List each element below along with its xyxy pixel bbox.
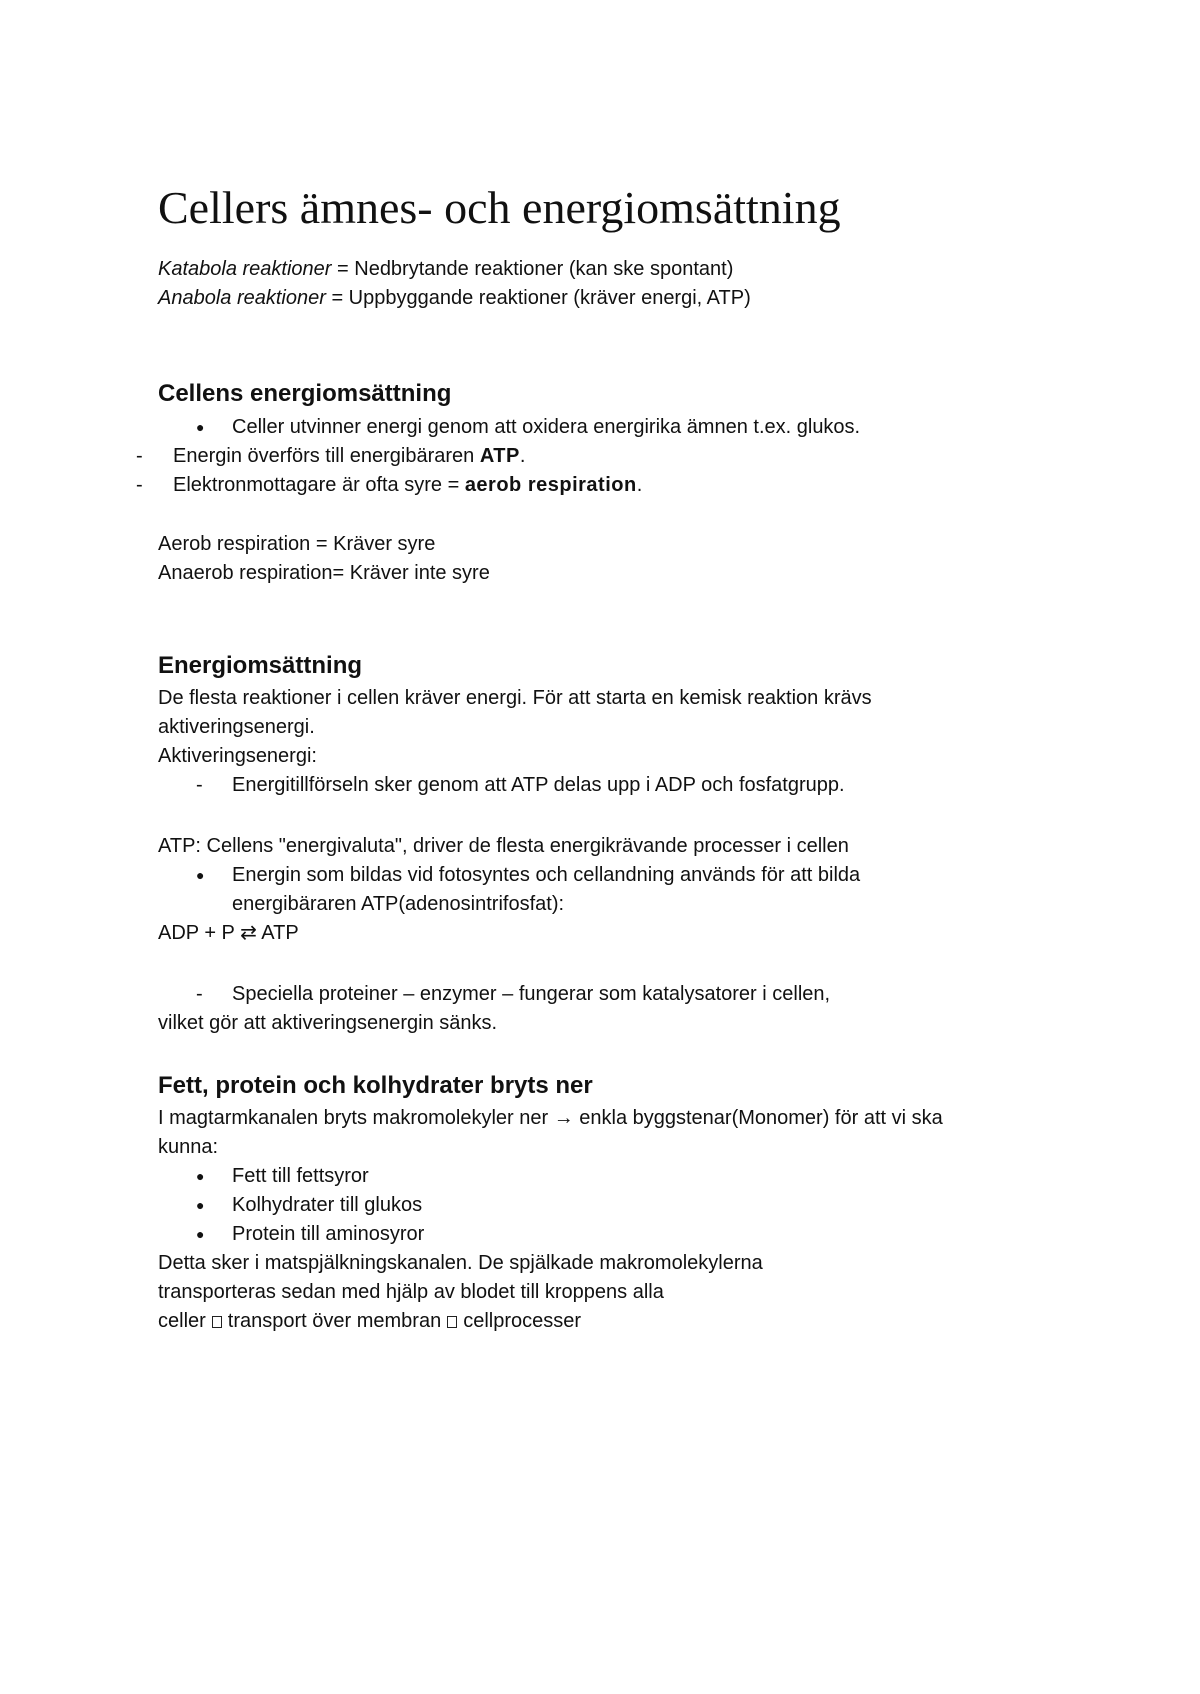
paragraph-atp: ATP: Cellens "energivaluta", driver de flesta energikrävande processer i cellen	[158, 835, 849, 857]
missing-glyph-icon	[212, 1316, 222, 1328]
heading-cellens-energiomsattning: Cellens energiomsättning	[158, 380, 452, 407]
bullet-icon: ●	[196, 867, 205, 883]
dash-icon: -	[136, 445, 143, 467]
paragraph-line	[158, 1307, 581, 1336]
term-anabola: Anabola reaktioner	[158, 287, 326, 309]
paragraph-line: Aktiveringsenergi:	[158, 745, 317, 767]
term-katabola: Katabola reaktioner	[158, 258, 332, 280]
list-item	[173, 471, 642, 500]
dash-icon: -	[196, 774, 203, 796]
text-span: cellprocesser	[463, 1310, 582, 1332]
list-item	[173, 442, 525, 471]
bold-term-aerob: aerob respiration	[464, 474, 637, 496]
document-title: Cellers ämnes- och energiomsättning	[158, 182, 841, 233]
paragraph-line: aktiveringsenergi.	[158, 716, 315, 738]
bullet-icon: ●	[196, 419, 205, 435]
heading-energiomsattning: Energiomsättning	[158, 652, 363, 679]
missing-glyph-icon	[447, 1316, 457, 1328]
text-span: celler	[158, 1310, 206, 1332]
bullet-icon: ●	[196, 1197, 205, 1213]
bullet-icon: ●	[196, 1226, 205, 1242]
definition-anabola	[158, 284, 751, 313]
list-item: Speciella proteiner – enzymer – fungerar som katalysatorer i cellen,	[232, 983, 831, 1005]
text-span: transport över membran	[227, 1310, 442, 1332]
bullet-icon: ●	[196, 1168, 205, 1184]
list-item-continuation: vilket gör att aktiveringsenergin sänks.	[158, 1012, 498, 1034]
paragraph-anaerob: Anaerob respiration= Kräver inte syre	[158, 562, 490, 584]
def-anabola: = Uppbyggande reaktioner (kräver energi, ATP)	[325, 287, 751, 309]
list-item: Energitillförseln sker genom att ATP delas upp i ADP och fosfatgrupp.	[232, 774, 845, 796]
paragraph-line: Detta sker i matspjälkningskanalen. De spjälkade makromolekylerna	[158, 1252, 763, 1274]
dash-icon: -	[136, 474, 143, 496]
list-item: Fett till fettsyror	[232, 1165, 369, 1187]
bold-term-atp: ATP	[479, 445, 520, 467]
list-item: Energin som bildas vid fotosyntes och cellandning används för att bilda	[232, 864, 861, 886]
paragraph-line: I magtarmkanalen bryts makromolekyler ner → enkla byggstenar(Monomer) för att vi ska	[158, 1107, 943, 1129]
equation: ADP + P ⇄ ATP	[158, 922, 299, 944]
text-span: Elektronmottagare är ofta syre =	[173, 474, 465, 496]
definition-katabola	[158, 255, 733, 284]
heading-fett-protein: Fett, protein och kolhydrater bryts ner	[158, 1072, 593, 1099]
def-katabola: = Nedbrytande reaktioner (kan ske spontant)	[331, 258, 734, 280]
list-item-continuation: energibäraren ATP(adenosintrifosfat):	[232, 893, 565, 915]
paragraph-aerob: Aerob respiration = Kräver syre	[158, 533, 436, 555]
paragraph-line: De flesta reaktioner i cellen kräver energi. För att starta en kemisk reaktion krävs	[158, 687, 872, 709]
text-span: .	[519, 445, 526, 467]
paragraph-line: kunna:	[158, 1136, 219, 1158]
dash-icon: -	[196, 983, 203, 1005]
paragraph-line: transporteras sedan med hjälp av blodet till kroppens alla	[158, 1281, 664, 1303]
list-item: Celler utvinner energi genom att oxidera energirika ämnen t.ex. glukos.	[232, 416, 861, 438]
list-item: Kolhydrater till glukos	[232, 1194, 423, 1216]
text-span: .	[636, 474, 643, 496]
list-item: Protein till aminosyror	[232, 1223, 425, 1245]
text-span: Energin överförs till energibäraren	[173, 445, 480, 467]
